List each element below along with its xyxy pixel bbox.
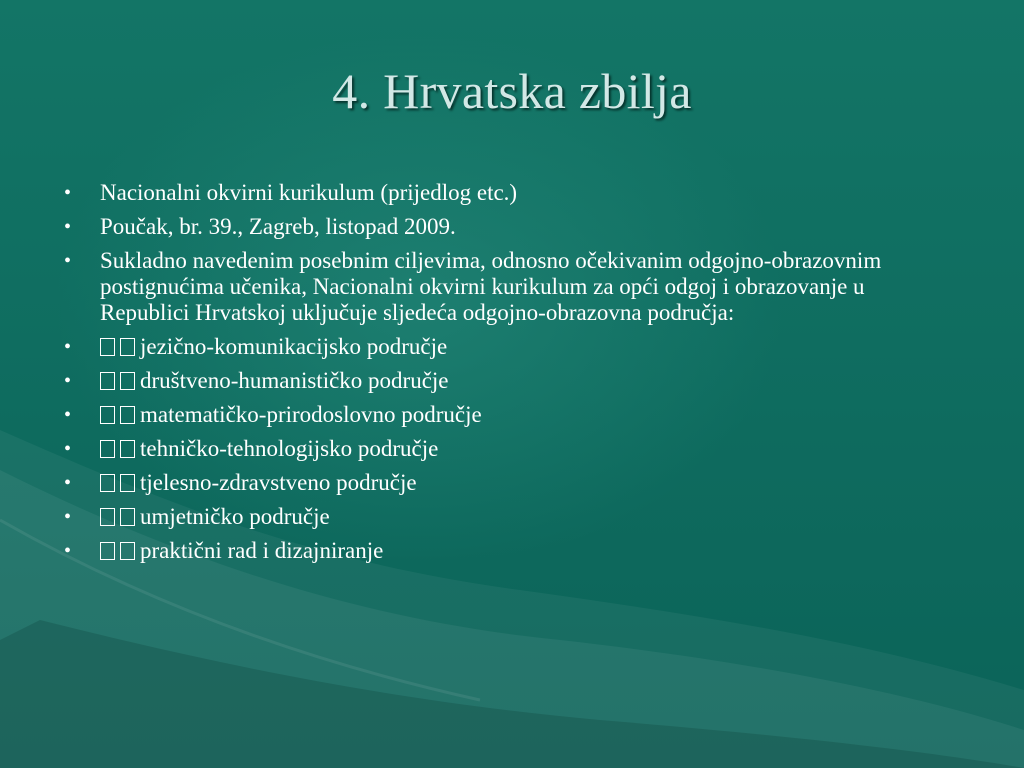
bullet-dot-icon: • xyxy=(64,336,72,358)
bullet-text: tjelesno-zdravstveno područje xyxy=(140,470,417,495)
bullet-item xyxy=(60,538,940,564)
bullet-dot-icon: • xyxy=(64,540,72,562)
bullet-item xyxy=(60,248,940,326)
bullet-item xyxy=(60,470,940,496)
missing-glyph-icon xyxy=(120,542,135,560)
bullet-dot-icon: • xyxy=(64,438,72,460)
bullet-text: društveno-humanističko područje xyxy=(140,368,449,393)
bullet-dot-icon: • xyxy=(64,216,72,238)
bullet-item xyxy=(60,180,940,206)
missing-glyph-icon xyxy=(120,338,135,356)
bullet-item xyxy=(60,334,940,360)
bullet-item xyxy=(60,368,940,394)
bullet-item xyxy=(60,214,940,240)
bullet-dot-icon: • xyxy=(64,472,72,494)
bullet-text: praktični rad i dizajniranje xyxy=(140,538,384,563)
missing-glyph-icon xyxy=(120,474,135,492)
bullet-list xyxy=(60,180,940,572)
bullet-dot-icon: • xyxy=(64,182,72,204)
bullet-item xyxy=(60,436,940,462)
bullet-dot-icon: • xyxy=(64,404,72,426)
missing-glyph-icon xyxy=(120,372,135,390)
missing-glyph-icon xyxy=(120,406,135,424)
missing-glyph-icon xyxy=(100,542,115,560)
bullet-dot-icon: • xyxy=(64,370,72,392)
slide-title: 4. Hrvatska zbilja xyxy=(332,63,692,119)
bullet-text: tehničko-tehnologijsko područje xyxy=(140,436,439,461)
bullet-text: jezično-komunikacijsko područje xyxy=(140,334,448,359)
bullet-text: Poučak, br. 39., Zagreb, listopad 2009. xyxy=(100,214,456,239)
missing-glyph-icon xyxy=(100,440,115,458)
bullet-dot-icon: • xyxy=(64,506,72,528)
bullet-item xyxy=(60,504,940,530)
missing-glyph-icon xyxy=(100,406,115,424)
bullet-dot-icon: • xyxy=(64,250,72,272)
bullet-item xyxy=(60,402,940,428)
bullet-text: Nacionalni okvirni kurikulum (prijedlog etc.) xyxy=(100,180,518,205)
missing-glyph-icon xyxy=(100,508,115,526)
bullet-text: Sukladno navedenim posebnim ciljevima, odnosno očekivanim odgojno-obrazovnim postignućima učenika, Nacionalni okvirni kurikulum za opći odgoj i obrazovanje u Republici Hrvatskoj uključuje sljedeća odgojno-obrazovna područja: xyxy=(100,248,882,325)
missing-glyph-icon xyxy=(100,474,115,492)
missing-glyph-icon xyxy=(120,508,135,526)
missing-glyph-icon xyxy=(100,338,115,356)
missing-glyph-icon xyxy=(120,440,135,458)
bullet-text: matematičko-prirodoslovno područje xyxy=(140,402,482,427)
bullet-text: umjetničko područje xyxy=(140,504,330,529)
missing-glyph-icon xyxy=(100,372,115,390)
